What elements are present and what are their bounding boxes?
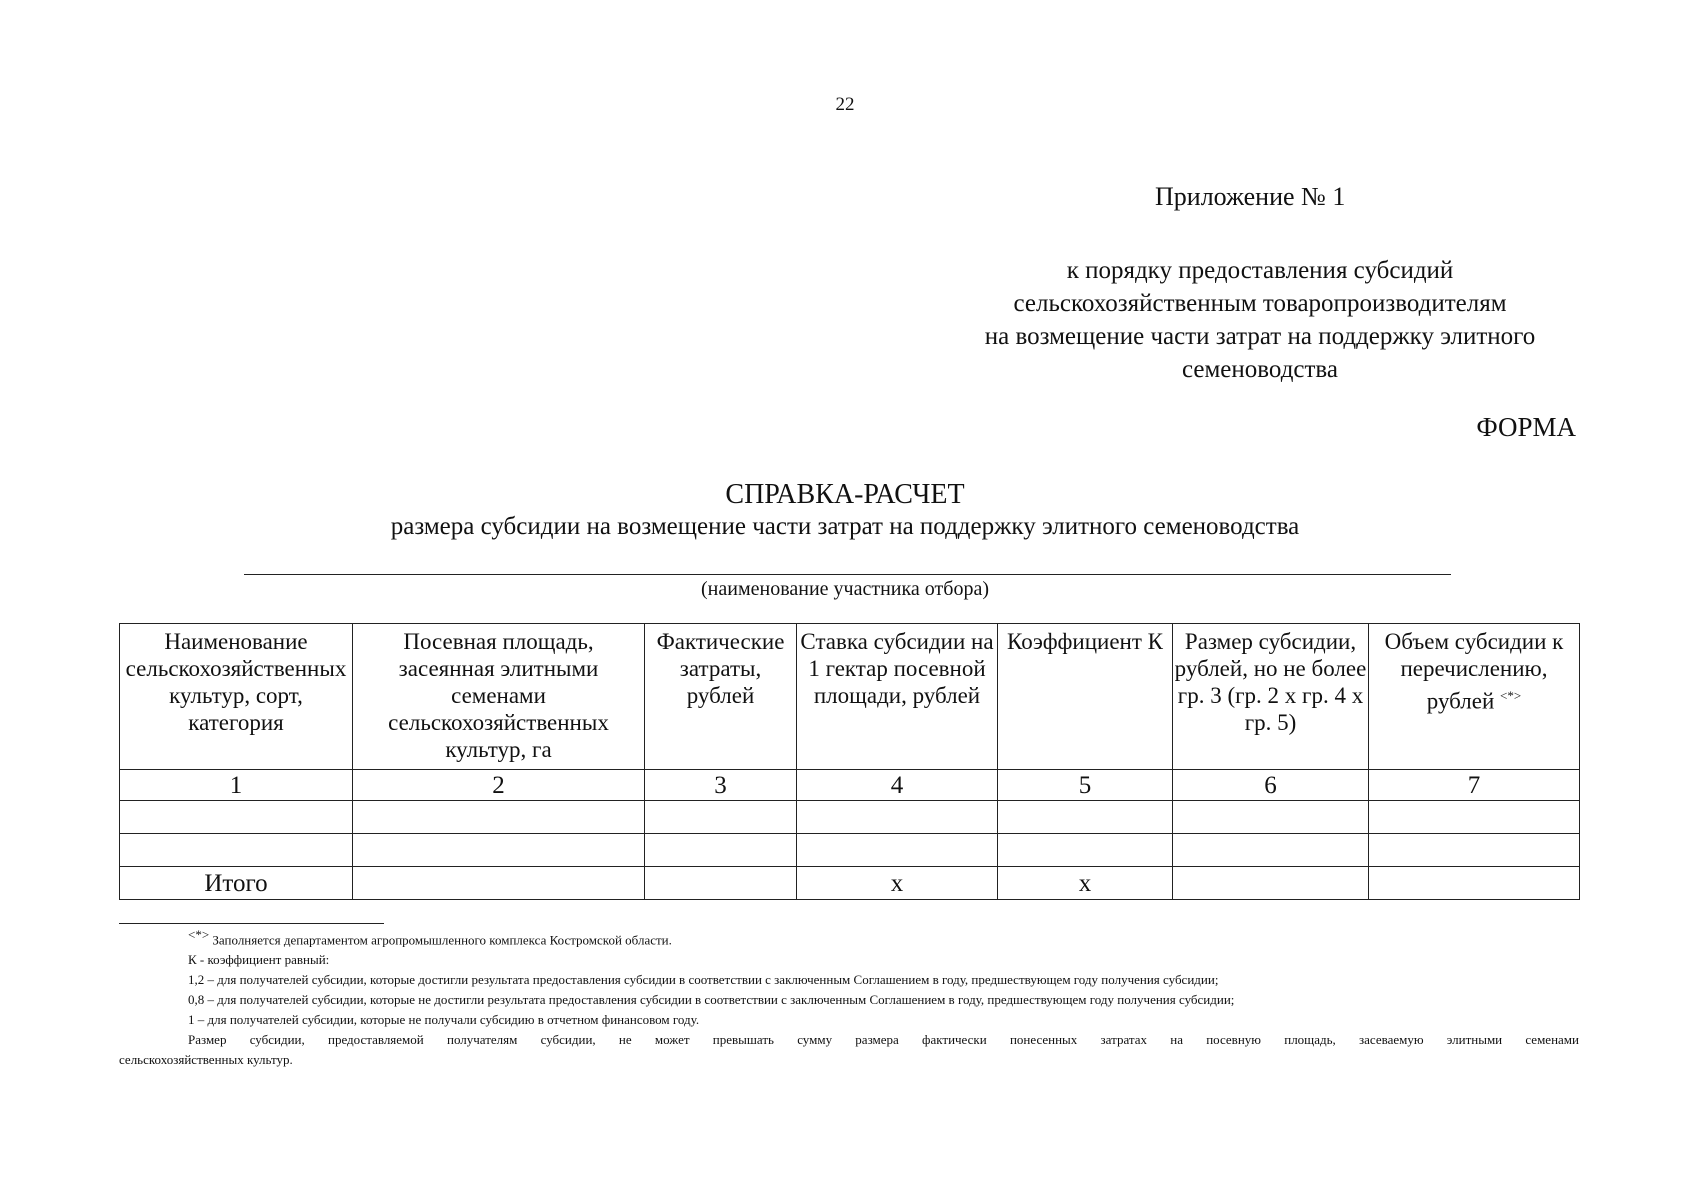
footnote-text: Заполняется департаментом агропромышленного комплекса Костромской области. [212,932,672,948]
total-cell [1173,867,1369,900]
table-cell [353,801,645,834]
header-subsidy-rate: Ставка субсидии на 1 гектар посевной площади, рублей [797,624,998,770]
header-subsidy-amount: Размер субсидии, рублей, но не более гр. 3 (гр. 2 х гр. 4 х гр. 5) [1173,624,1369,770]
table-cell [998,834,1173,867]
footnote-divider [119,923,384,924]
appendix-line: на возмещение части затрат на поддержку элитного [984,323,1536,350]
footnote-mark: <*> [1500,688,1522,703]
header-transfer-amount [1369,624,1580,770]
column-number: 5 [998,770,1173,801]
table-cell [120,834,353,867]
document-title: СПРАВКА-РАСЧЕТ [725,479,965,510]
table-cell [353,834,645,867]
table-cell [1173,834,1369,867]
table-cell [645,834,797,867]
table-cell [797,834,998,867]
document-subtitle: размера субсидии на возмещение части затрат на поддержку элитного семеноводства [390,513,1300,540]
appendix-line: к порядку предоставления субсидий [1066,257,1454,284]
header-actual-costs: Фактические затраты, рублей [645,624,797,770]
table-cell [998,801,1173,834]
total-label: Итого [120,867,353,900]
footnote-mark: <*> [188,927,210,942]
table-cell [797,801,998,834]
header-transfer-label: Объем субсидии к перечислению, рублей [1384,629,1564,714]
total-row [120,867,1580,900]
appendix-title: Приложение № 1 [1155,182,1346,211]
table-row [120,801,1580,834]
column-number-row [120,770,1580,801]
header-sown-area: Посевная площадь, засеянная элитными семенами сельскохозяйственных культур, га [353,624,645,770]
total-cell [353,867,645,900]
limit-note: Размер субсидии, предоставляемой получателям субсидии, не может превышать сумму размера фактически понесенных затратах на посевную площадь, засеваемую элитными семенами [188,1032,1579,1048]
appendix-line: сельскохозяйственным товаропроизводителям [1013,290,1507,317]
footnotes [119,925,1579,1070]
column-number: 6 [1173,770,1369,801]
participant-name-line [244,574,1451,575]
participant-caption: (наименование участника отбора) [701,578,989,600]
table-row [120,834,1580,867]
appendix-line: семеноводства [1181,356,1339,383]
column-number: 7 [1369,770,1580,801]
table-cell [120,801,353,834]
table-header-row [120,624,1580,770]
header-coefficient: Коэффициент К [998,624,1173,770]
total-cell [645,867,797,900]
coefficient-1: 1 – для получателей субсидии, которые не получали субсидию в отчетном финансовом году. [188,1012,700,1028]
coefficient-title: К - коэффициент равный: [188,952,330,968]
column-number: 4 [797,770,998,801]
table-cell [1173,801,1369,834]
page-number: 22 [835,94,855,115]
appendix-description [930,254,1590,386]
total-cell: х [998,867,1173,900]
column-number: 1 [120,770,353,801]
header-crop-name: Наименование сельскохозяйственных культур, сорт, категория [120,624,353,770]
footnote-fill-note [119,925,1579,950]
coefficient-1-2: 1,2 – для получателей субсидии, которые достигли результата предоставления субсидии в соответствии с заключенным Соглашением в году, предшествующем году получения субсидии; [188,972,1219,988]
table-cell [1369,834,1580,867]
total-cell: х [797,867,998,900]
column-number: 2 [353,770,645,801]
limit-note-continued: сельскохозяйственных культур. [119,1052,293,1068]
coefficient-0-8: 0,8 – для получателей субсидии, которые не достигли результата предоставления субсидии в соответствии с заключенным Соглашением в году, предшествующем году получения субсидии; [188,992,1235,1008]
form-label: ФОРМА [1476,412,1576,442]
table-cell [645,801,797,834]
calculation-table [119,623,1580,900]
total-cell [1369,867,1580,900]
column-number: 3 [645,770,797,801]
table-cell [1369,801,1580,834]
